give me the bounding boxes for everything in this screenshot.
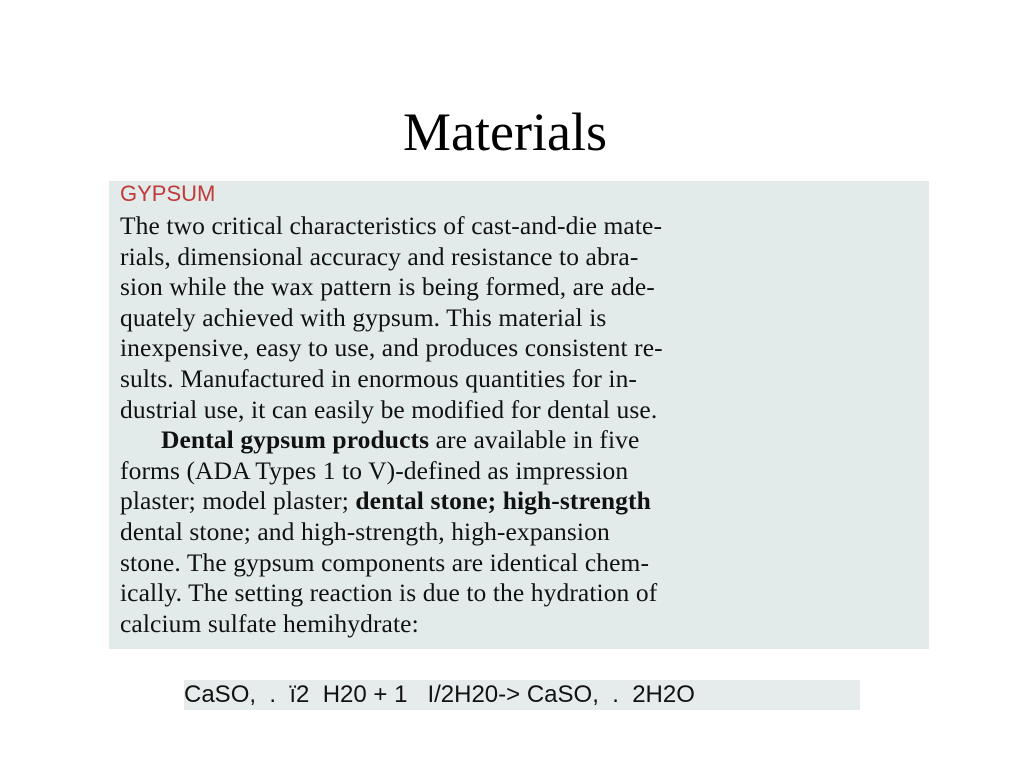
- excerpt-line: sion while the wax pattern is being formed, are ade-: [120, 272, 655, 302]
- excerpt-body: [120, 211, 923, 639]
- excerpt-line: inexpensive, easy to use, and produces consistent re-: [120, 333, 663, 363]
- excerpt-line: sults. Manufactured in enormous quantities for in-: [120, 363, 638, 393]
- excerpt-line: [120, 486, 923, 517]
- excerpt-heading: GYPSUM: [120, 181, 216, 206]
- excerpt-text: plaster; model plaster;: [120, 486, 356, 516]
- excerpt-text: are available in five: [429, 425, 640, 455]
- excerpt-line: calcium sulfate hemihydrate:: [120, 608, 419, 638]
- excerpt-line: rials, dimensional accuracy and resistance to abra-: [120, 241, 639, 271]
- excerpt-line: forms (ADA Types 1 to V)-defined as impression: [120, 455, 629, 485]
- textbook-excerpt: [109, 181, 929, 649]
- bold-term: dental stone; high-strength: [355, 486, 651, 516]
- excerpt-line: stone. The gypsum components are identical chem-: [120, 547, 650, 577]
- slide-title: Materials: [403, 102, 607, 162]
- bold-term: Dental gypsum products: [161, 425, 430, 455]
- excerpt-line: dental stone; and high-strength, high-expansion: [120, 516, 610, 546]
- excerpt-line: dustrial use, it can easily be modified for dental use.: [120, 394, 658, 424]
- chemical-equation: CaSO, . ï2 H20 + 1 I/2H20-> CaSO, . 2H2O: [184, 680, 860, 710]
- excerpt-line: The two critical characteristics of cast-and-die mate-: [120, 211, 663, 240]
- excerpt-line: quately achieved with gypsum. This material is: [120, 302, 607, 332]
- excerpt-line: [120, 425, 923, 456]
- excerpt-line: ically. The setting reaction is due to the hydration of: [120, 578, 658, 608]
